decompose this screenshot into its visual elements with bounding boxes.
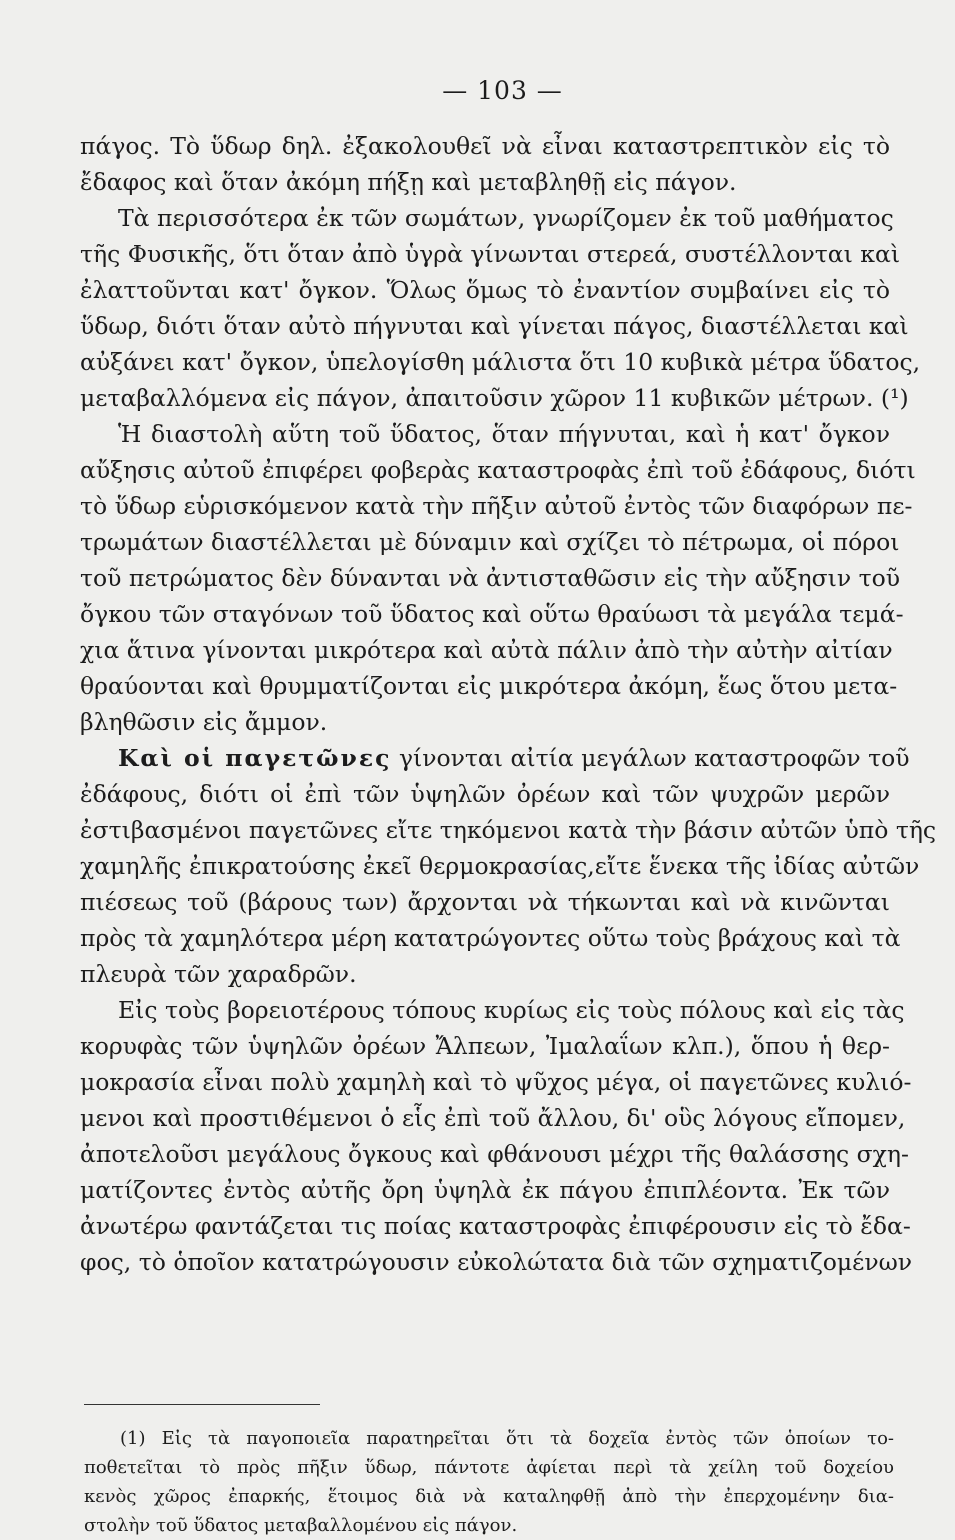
text-line: τοῦ πετρώματος δὲν δύνανται νὰ ἀντισταθῶσιν εἰς τὴν αὔξησιν τοῦ bbox=[80, 564, 901, 592]
text-line: τὸ ὕδωρ εὑρισκόμενον κατὰ τὴν πῆξιν αὐτοῦ ἐντὸς τῶν διαφόρων πε- bbox=[80, 492, 913, 520]
text-line: ὄγκου τῶν σταγόνων τοῦ ὕδατος καὶ οὕτω θραύωσι τὰ μεγάλα τεμά- bbox=[80, 600, 904, 628]
text-line: ἀποτελοῦσι μεγάλους ὄγκους καὶ φθάνουσι μέχρι τῆς θαλάσσης σχη- bbox=[80, 1140, 909, 1168]
text-line: Εἰς τοὺς βορειοτέρους τόπους κυρίως εἰς τοὺς πόλους καὶ εἰς τὰς bbox=[118, 996, 905, 1024]
text-line: μεταβαλλόμενα εἰς πάγον, ἀπαιτοῦσιν χῶρον 11 κυβικῶν μέτρων. (¹) bbox=[80, 384, 909, 412]
text-line: μοκρασία εἶναι πολὺ χαμηλὴ καὶ τὸ ψῦχος μέγα, οἱ παγετῶνες κυλιό- bbox=[80, 1068, 912, 1096]
text-line: αὐξάνει κατ' ὄγκον, ὑπελογίσθη μάλιστα ὅτι 10 κυβικὰ μέτρα ὕδατος, bbox=[80, 348, 921, 376]
text-line: βληθῶσιν εἰς ἄμμον. bbox=[80, 708, 328, 736]
text-run: γίνονται αἰτία μεγάλων καταστροφῶν τοῦ bbox=[398, 744, 910, 772]
text-line: πιέσεως τοῦ (βάρους των) ἄρχονται νὰ τήκωνται καὶ νὰ κινῶνται bbox=[80, 888, 890, 916]
footnote-line: στολὴν τοῦ ὕδατος μεταβαλλομένου εἰς πάγον. bbox=[84, 1515, 518, 1536]
text-line: πλευρὰ τῶν χαραδρῶν. bbox=[80, 960, 357, 988]
text-line: κορυφὰς τῶν ὑψηλῶν ὀρέων Ἄλπεων, Ἰμαλαΐων κλπ.), ὅπου ἡ θερ- bbox=[80, 1032, 890, 1060]
text-line: χια ἅτινα γίνονται μικρότερα καὶ αὐτὰ πάλιν ἀπὸ τὴν αὐτὴν αἰτίαν bbox=[80, 636, 893, 664]
footnote-divider bbox=[84, 1404, 320, 1405]
text-line: τῆς Φυσικῆς, ὅτι ὅταν ἀπὸ ὑγρὰ γίνωνται στερεά, συστέλλονται καὶ bbox=[80, 240, 901, 268]
text-line: θραύονται καὶ θρυμματίζονται εἰς μικρότερα ἀκόμη, ἕως ὅτου μετα- bbox=[80, 672, 898, 700]
text-line: ματίζοντες ἐντὸς αὐτῆς ὄρη ὑψηλὰ ἐκ πάγου ἐπιπλέοντα. Ἐκ τῶν bbox=[80, 1176, 890, 1204]
text-line: χαμηλῆς ἐπικρατούσης ἐκεῖ θερμοκρασίας,εἴτε ἕνεκα τῆς ἰδίας αὐτῶν bbox=[80, 852, 920, 880]
text-line: ἀνωτέρω φαντάζεται τις ποίας καταστροφὰς ἐπιφέρουσιν εἰς τὸ ἔδα- bbox=[80, 1212, 911, 1240]
text-line: ἔδαφος καὶ ὅταν ἀκόμη πήξῃ καὶ μεταβληθῇ εἰς πάγον. bbox=[80, 168, 737, 196]
text-line: Τὰ περισσότερα ἐκ τῶν σωμάτων, γνωρίζομεν ἐκ τοῦ μαθήματος bbox=[118, 204, 894, 232]
footnote-line: (1) Εἰς τὰ παγοποιεῖα παρατηρεῖται ὅτι τὰ δοχεῖα ἐντὸς τῶν ὁποίων το- bbox=[120, 1428, 894, 1449]
text-line: ἐλαττοῦνται κατ' ὄγκον. Ὅλως ὅμως τὸ ἐναντίον συμβαίνει εἰς τὸ bbox=[80, 276, 890, 304]
footnote-line: ποθετεῖται τὸ πρὸς πῆξιν ὕδωρ, πάντοτε ἀφίεται περὶ τὰ χείλη τοῦ δοχείου bbox=[84, 1457, 894, 1478]
text-line: Ἡ διαστολὴ αὕτη τοῦ ὕδατος, ὅταν πήγνυται, καὶ ἡ κατ' ὄγκον bbox=[118, 420, 890, 448]
text-line bbox=[80, 740, 910, 776]
footnotes bbox=[84, 1424, 894, 1540]
text-line: πάγος. Τὸ ὕδωρ δηλ. ἐξακολουθεῖ νὰ εἶναι καταστρεπτικὸν εἰς τὸ bbox=[80, 132, 890, 160]
text-line: τρωμάτων διαστέλλεται μὲ δύναμιν καὶ σχίζει τὸ πέτρωμα, οἱ πόροι bbox=[80, 528, 900, 556]
text-line: ὕδωρ, διότι ὅταν αὐτὸ πήγνυται καὶ γίνεται πάγος, διαστέλλεται καὶ bbox=[80, 312, 909, 340]
text-line: αὔξησις αὐτοῦ ἐπιφέρει φοβερὰς καταστροφὰς ἐπὶ τοῦ ἐδάφους, διότι bbox=[80, 456, 916, 484]
text-line: μενοι καὶ προστιθέμενοι ὁ εἷς ἐπὶ τοῦ ἄλλου, δι' οὓς λόγους εἴπομεν, bbox=[80, 1104, 906, 1132]
text-line: πρὸς τὰ χαμηλότερα μέρη κατατρώγοντες οὕτω τοὺς βράχους καὶ τὰ bbox=[80, 924, 901, 952]
page-number: — 103 — bbox=[442, 76, 563, 105]
footnote-line: κενὸς χῶρος ἐπαρκής, ἕτοιμος διὰ νὰ καταληφθῇ ἀπὸ τὴν ἐπερχομένην δια- bbox=[84, 1486, 894, 1507]
body-text bbox=[80, 128, 937, 1280]
text-line: ἐστιβασμένοι παγετῶνες εἴτε τηκόμενοι κατὰ τὴν βάσιν αὐτῶν ὑπὸ τῆς bbox=[80, 816, 937, 844]
text-line: ἐδάφους, διότι οἱ ἐπὶ τῶν ὑψηλῶν ὀρέων καὶ τῶν ψυχρῶν μερῶν bbox=[80, 780, 890, 808]
text-line: φος, τὸ ὁποῖον κατατρώγουσιν εὐκολώτατα διὰ τῶν σχηματιζομένων bbox=[80, 1248, 913, 1276]
paragraph-heading: Καὶ οἱ παγετῶνες bbox=[118, 744, 392, 772]
